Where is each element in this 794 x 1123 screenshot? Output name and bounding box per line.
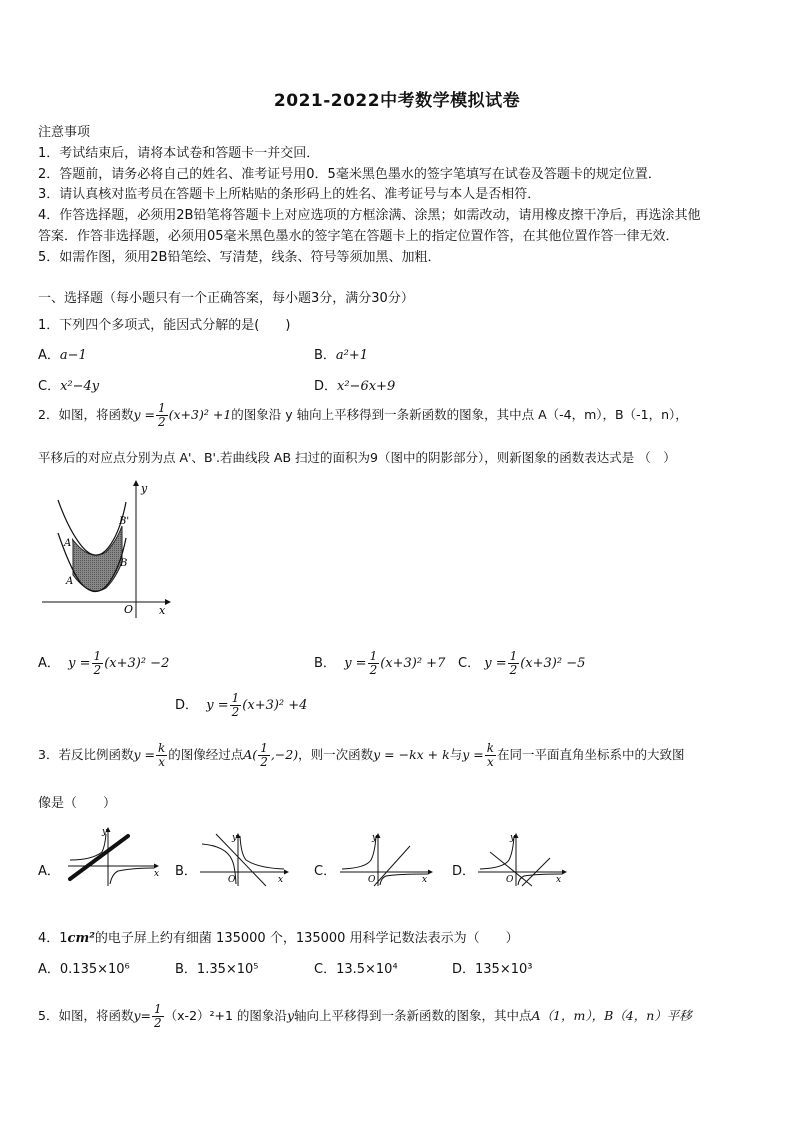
option-text: x²−4y bbox=[60, 379, 100, 394]
option-label: B． bbox=[314, 348, 336, 363]
q4-post: 的电子屏上约有细菌 135000 个，135000 用科学记数法表示为（ ） bbox=[94, 931, 519, 946]
q3-linear: y = −kx + k bbox=[373, 747, 450, 762]
q5-post: 轴向上平移得到一条新函数的图象，其中点 bbox=[294, 1008, 532, 1023]
option-lhs: y = bbox=[484, 656, 507, 671]
axis-y-label: y bbox=[510, 833, 516, 843]
x-axis-arrow bbox=[562, 870, 567, 875]
notes-heading: 注意事项 bbox=[38, 125, 91, 140]
hyperbola-branch bbox=[240, 836, 284, 869]
q3-graph-c bbox=[338, 832, 438, 887]
q4-pre: 4．1 bbox=[38, 931, 68, 946]
line-graph bbox=[216, 834, 266, 886]
q2-option-b bbox=[314, 650, 445, 677]
q1-stem: 1．下列四个多项式，能因式分解的是( ) bbox=[38, 318, 291, 333]
q4-option-c: C．13.5×10⁴ bbox=[314, 962, 398, 977]
axis-x-label: x bbox=[154, 869, 160, 879]
q3-graph-d bbox=[476, 832, 571, 887]
q2-func-lhs: y = bbox=[133, 407, 155, 422]
fig-x-label: x bbox=[159, 604, 166, 617]
q3-point-rest: ,−2) bbox=[270, 747, 299, 762]
q2-option-a bbox=[38, 650, 169, 677]
origin-label: O bbox=[228, 875, 236, 885]
q3-graph-b bbox=[198, 832, 293, 887]
fraction-half bbox=[156, 402, 168, 429]
notes-item: 4．作答选择题，必须用2B铅笔将答题卡上对应选项的方框涂满、涂黑；如需改动，请用橡皮擦干净后，再选涂其他 bbox=[38, 208, 701, 223]
q3-pre: 3．若反比例函数 bbox=[38, 747, 134, 762]
x-axis-arrow bbox=[284, 870, 289, 875]
frac-den: 2 bbox=[93, 663, 102, 677]
frac-den: 2 bbox=[260, 755, 268, 769]
hyperbola-branch bbox=[480, 836, 514, 869]
fig-bprime-label: B' bbox=[119, 516, 130, 527]
axis-y-label: y bbox=[372, 833, 378, 843]
hyperbola-branch bbox=[110, 868, 154, 884]
section-heading: 一、选择题（每小题只有一个正确答案，每小题3分，满分30分） bbox=[38, 291, 414, 306]
q2-post: 的图象沿 y 轴向上平移得到一条新函数的图象，其中点 A（-4，m），B（-1，n）， bbox=[231, 407, 688, 422]
axis-x-label: x bbox=[556, 875, 562, 885]
axis-x-label: x bbox=[422, 875, 428, 885]
fraction-k-over-x bbox=[156, 742, 167, 769]
q2-option-c bbox=[458, 650, 585, 677]
frac-num: 1 bbox=[93, 649, 102, 663]
x-axis-arrow bbox=[428, 870, 433, 875]
line-graph bbox=[70, 836, 128, 879]
q5-points: A（1，m），B（4，n）平移 bbox=[531, 1008, 692, 1023]
frac-num: 1 bbox=[509, 649, 518, 663]
frac-num: 1 bbox=[157, 401, 166, 415]
option-text: a−1 bbox=[59, 348, 87, 363]
frac-den: 2 bbox=[369, 663, 378, 677]
option-text: a²+1 bbox=[335, 348, 369, 363]
q4-stem bbox=[38, 927, 519, 946]
axis-x-label: x bbox=[278, 875, 284, 885]
option-text: (x+3)² +4 bbox=[242, 698, 308, 713]
frac-den: 2 bbox=[231, 705, 240, 719]
q5-pre: 5．如图，将函数 bbox=[38, 1008, 134, 1023]
option-text: x²−6x+9 bbox=[337, 379, 396, 394]
page-title: 2021-2022中考数学模拟试卷 bbox=[273, 91, 521, 111]
option-lhs: y = bbox=[206, 698, 229, 713]
q1-option-b bbox=[314, 344, 368, 363]
q3-graph-a bbox=[62, 826, 167, 888]
y-axis-arrow bbox=[133, 480, 139, 486]
q4-option-d: D．135×10³ bbox=[452, 962, 533, 977]
option-text: (x+3)² +7 bbox=[380, 656, 446, 671]
option-lhs: y = bbox=[68, 656, 91, 671]
x-axis-arrow bbox=[154, 864, 159, 869]
notes-item: 1．考试结束后，请将本试卷和答题卡一并交回． bbox=[38, 146, 320, 161]
fraction-half bbox=[230, 692, 242, 719]
fig-origin-label: O bbox=[124, 603, 134, 616]
q1-option-c bbox=[38, 375, 99, 394]
option-text: (x+3)² −5 bbox=[520, 656, 586, 671]
frac-den: x bbox=[486, 755, 494, 769]
frac-den: 2 bbox=[154, 1016, 162, 1030]
notes-item: 2．答题前，请务必将自己的姓名、准考证号用0．5毫米黑色墨水的签字笔填写在试卷及答题卡的规定位置． bbox=[38, 167, 661, 182]
q3-mid2: ，则一次函数 bbox=[298, 747, 374, 762]
q5-lhs: y= bbox=[133, 1008, 152, 1023]
frac-num: 1 bbox=[231, 691, 240, 705]
q3-mid1: 的图像经过点 bbox=[168, 747, 244, 762]
axis-y-label: y bbox=[102, 827, 108, 837]
q3-mid3: 与 bbox=[449, 747, 463, 762]
frac-num: 1 bbox=[369, 649, 378, 663]
shaded-region bbox=[73, 526, 122, 591]
q2-stem-line2: 平移后的对应点分别为点 A'、B'.若曲线段 AB 扫过的面积为9（图中的阴影部分），则新图象的函数表达式是 （ ） bbox=[38, 450, 676, 465]
q1-option-d bbox=[314, 375, 395, 394]
q3-stem-line2: 像是（ ） bbox=[38, 796, 117, 811]
q3-lhs: y = bbox=[462, 747, 484, 762]
option-text: (x+3)² −2 bbox=[104, 656, 170, 671]
option-label: C． bbox=[38, 379, 61, 394]
fig-a-label: A bbox=[66, 576, 74, 587]
option-lhs: y = bbox=[344, 656, 367, 671]
q3-point: A( bbox=[243, 747, 258, 762]
q3-option-b-label: B． bbox=[175, 864, 197, 879]
frac-den: 2 bbox=[509, 663, 518, 677]
fraction-half bbox=[368, 650, 380, 677]
option-label: D． bbox=[175, 698, 199, 713]
origin-label: O bbox=[506, 875, 514, 885]
q3-option-a-label: A． bbox=[38, 864, 60, 879]
fig-y-label: y bbox=[141, 482, 148, 495]
frac-den: 2 bbox=[157, 415, 166, 429]
q3-option-c-label: C． bbox=[314, 864, 337, 879]
fraction-k-over-x bbox=[485, 742, 496, 769]
notes-item: 3．请认真核对监考员在答题卡上所粘贴的条形码上的姓名、准考证号与本人是否相符． bbox=[38, 187, 541, 202]
notes-item: 5．如需作图，须用2B铅笔绘、写清楚，线条、符号等须加黑、加粗． bbox=[38, 250, 441, 265]
option-label: A． bbox=[38, 348, 60, 363]
hyperbola-branch bbox=[380, 874, 428, 885]
frac-num: k bbox=[486, 741, 495, 755]
q1-option-a bbox=[38, 344, 87, 363]
frac-den: x bbox=[158, 755, 166, 769]
q3-post: 在同一平面直角坐标系中的大致图 bbox=[497, 747, 685, 762]
q4-unit: cm² bbox=[67, 931, 95, 946]
q2-option-d bbox=[175, 692, 307, 719]
q3-lhs: y = bbox=[133, 747, 155, 762]
origin-label: O bbox=[368, 875, 376, 885]
q5-mid: （x-2）²+1 的图象沿 bbox=[164, 1008, 287, 1023]
notes-item: 答案．作答非选择题，必须用05毫米黑色墨水的签字笔在答题卡上的指定位置作答，在其他位置作答一律无效． bbox=[38, 229, 679, 244]
q4-option-a: A．0.135×10⁶ bbox=[38, 962, 130, 977]
q2-func-rhs: (x+3)² +1 bbox=[168, 407, 232, 422]
line-graph bbox=[374, 846, 410, 886]
option-label: B． bbox=[314, 656, 336, 671]
fig-aprime-label: A' bbox=[64, 538, 74, 549]
q2-stem bbox=[38, 402, 688, 429]
fraction-half bbox=[152, 1003, 164, 1030]
option-label: A． bbox=[38, 656, 60, 671]
fraction-half bbox=[92, 650, 104, 677]
q2-figure bbox=[40, 478, 175, 623]
q3-stem bbox=[38, 742, 685, 769]
frac-num: k bbox=[157, 741, 166, 755]
option-label: D． bbox=[314, 379, 338, 394]
fraction-half bbox=[258, 742, 270, 769]
hyperbola-branch bbox=[342, 836, 376, 869]
option-label: C． bbox=[458, 656, 481, 671]
q5-stem bbox=[38, 1003, 692, 1030]
frac-num: 1 bbox=[260, 741, 268, 755]
fig-b-label: B bbox=[120, 558, 128, 569]
q3-option-d-label: D． bbox=[452, 864, 476, 879]
q5-yaxis: y bbox=[286, 1008, 294, 1023]
q4-option-b: B．1.35×10⁵ bbox=[175, 962, 259, 977]
fraction-half bbox=[508, 650, 520, 677]
x-axis-arrow bbox=[165, 599, 171, 605]
q2-pre: 2．如图，将函数 bbox=[38, 407, 134, 422]
axis-y-label: y bbox=[232, 833, 238, 843]
frac-num: 1 bbox=[154, 1002, 162, 1016]
